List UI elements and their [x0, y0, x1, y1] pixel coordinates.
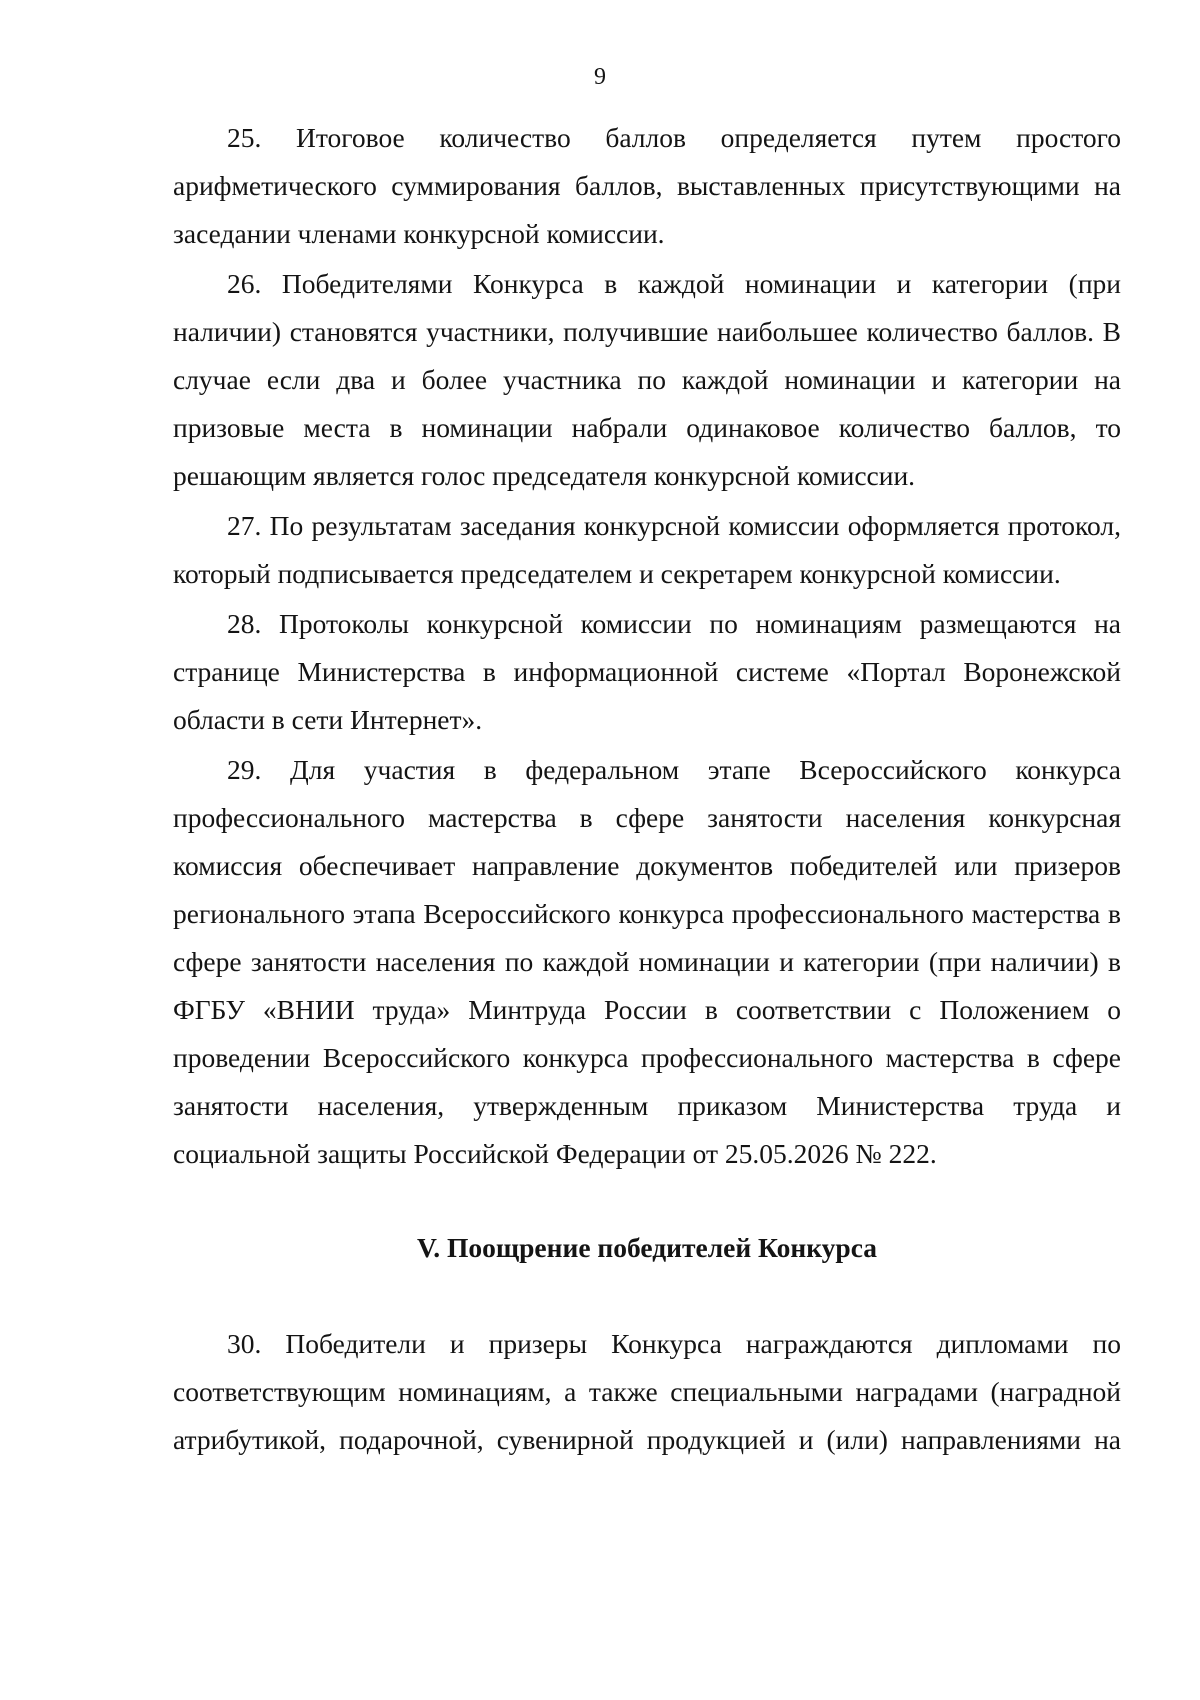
paragraph-29: 29. Для участия в федеральном этапе Всероссийского конкурса профессионального мастерства в сфере занятости населения конкурсная комиссия обеспечивает направление документов победителей или призеров регионального этапа Всероссийского конкурса профессионального мастерства в сфере занятости населения по каждой номинации и категории (при наличии) в ФГБУ «ВНИИ труда» Минтруда России в соответствии с Положением о проведении Всероссийского конкурса профессионального мастерства в сфере занятости населения, утвержденным приказом Министерства труда и социальной защиты Российской Федерации от 25.05.2026 № 222.	[173, 754, 1121, 1169]
paragraph-30: 30. Победители и призеры Конкурса награждаются дипломами по соответствующим номинациям, а также специальными наградами (наградной атрибутикой, подарочной, сувенирной продукцией и (или) направлениями на	[173, 1328, 1121, 1455]
paragraph-26: 26. Победителями Конкурса в каждой номинации и категории (при наличии) становятся участники, получившие наибольшее количество баллов. В случае если два и более участника по каждой номинации и категории на призовые места в номинации набрали одинаковое количество баллов, то решающим является голос председателя конкурсной комиссии.	[173, 268, 1121, 491]
paragraph-27: 27. По результатам заседания конкурсной комиссии оформляется протокол, который подписывается председателем и секретарем конкурсной комиссии.	[173, 510, 1121, 589]
document-body	[173, 114, 1121, 1464]
paragraph-25: 25. Итоговое количество баллов определяется путем простого арифметического суммирования баллов, выставленных присутствующими на заседании членами конкурсной комиссии.	[173, 122, 1121, 249]
page-number: 9	[594, 64, 606, 90]
section-heading: V. Поощрение победителей Конкурса	[416, 1232, 878, 1263]
paragraph-28: 28. Протоколы конкурсной комиссии по номинациям размещаются на странице Министерства в информационной системе «Портал Воронежской области в сети Интернет».	[173, 608, 1121, 735]
